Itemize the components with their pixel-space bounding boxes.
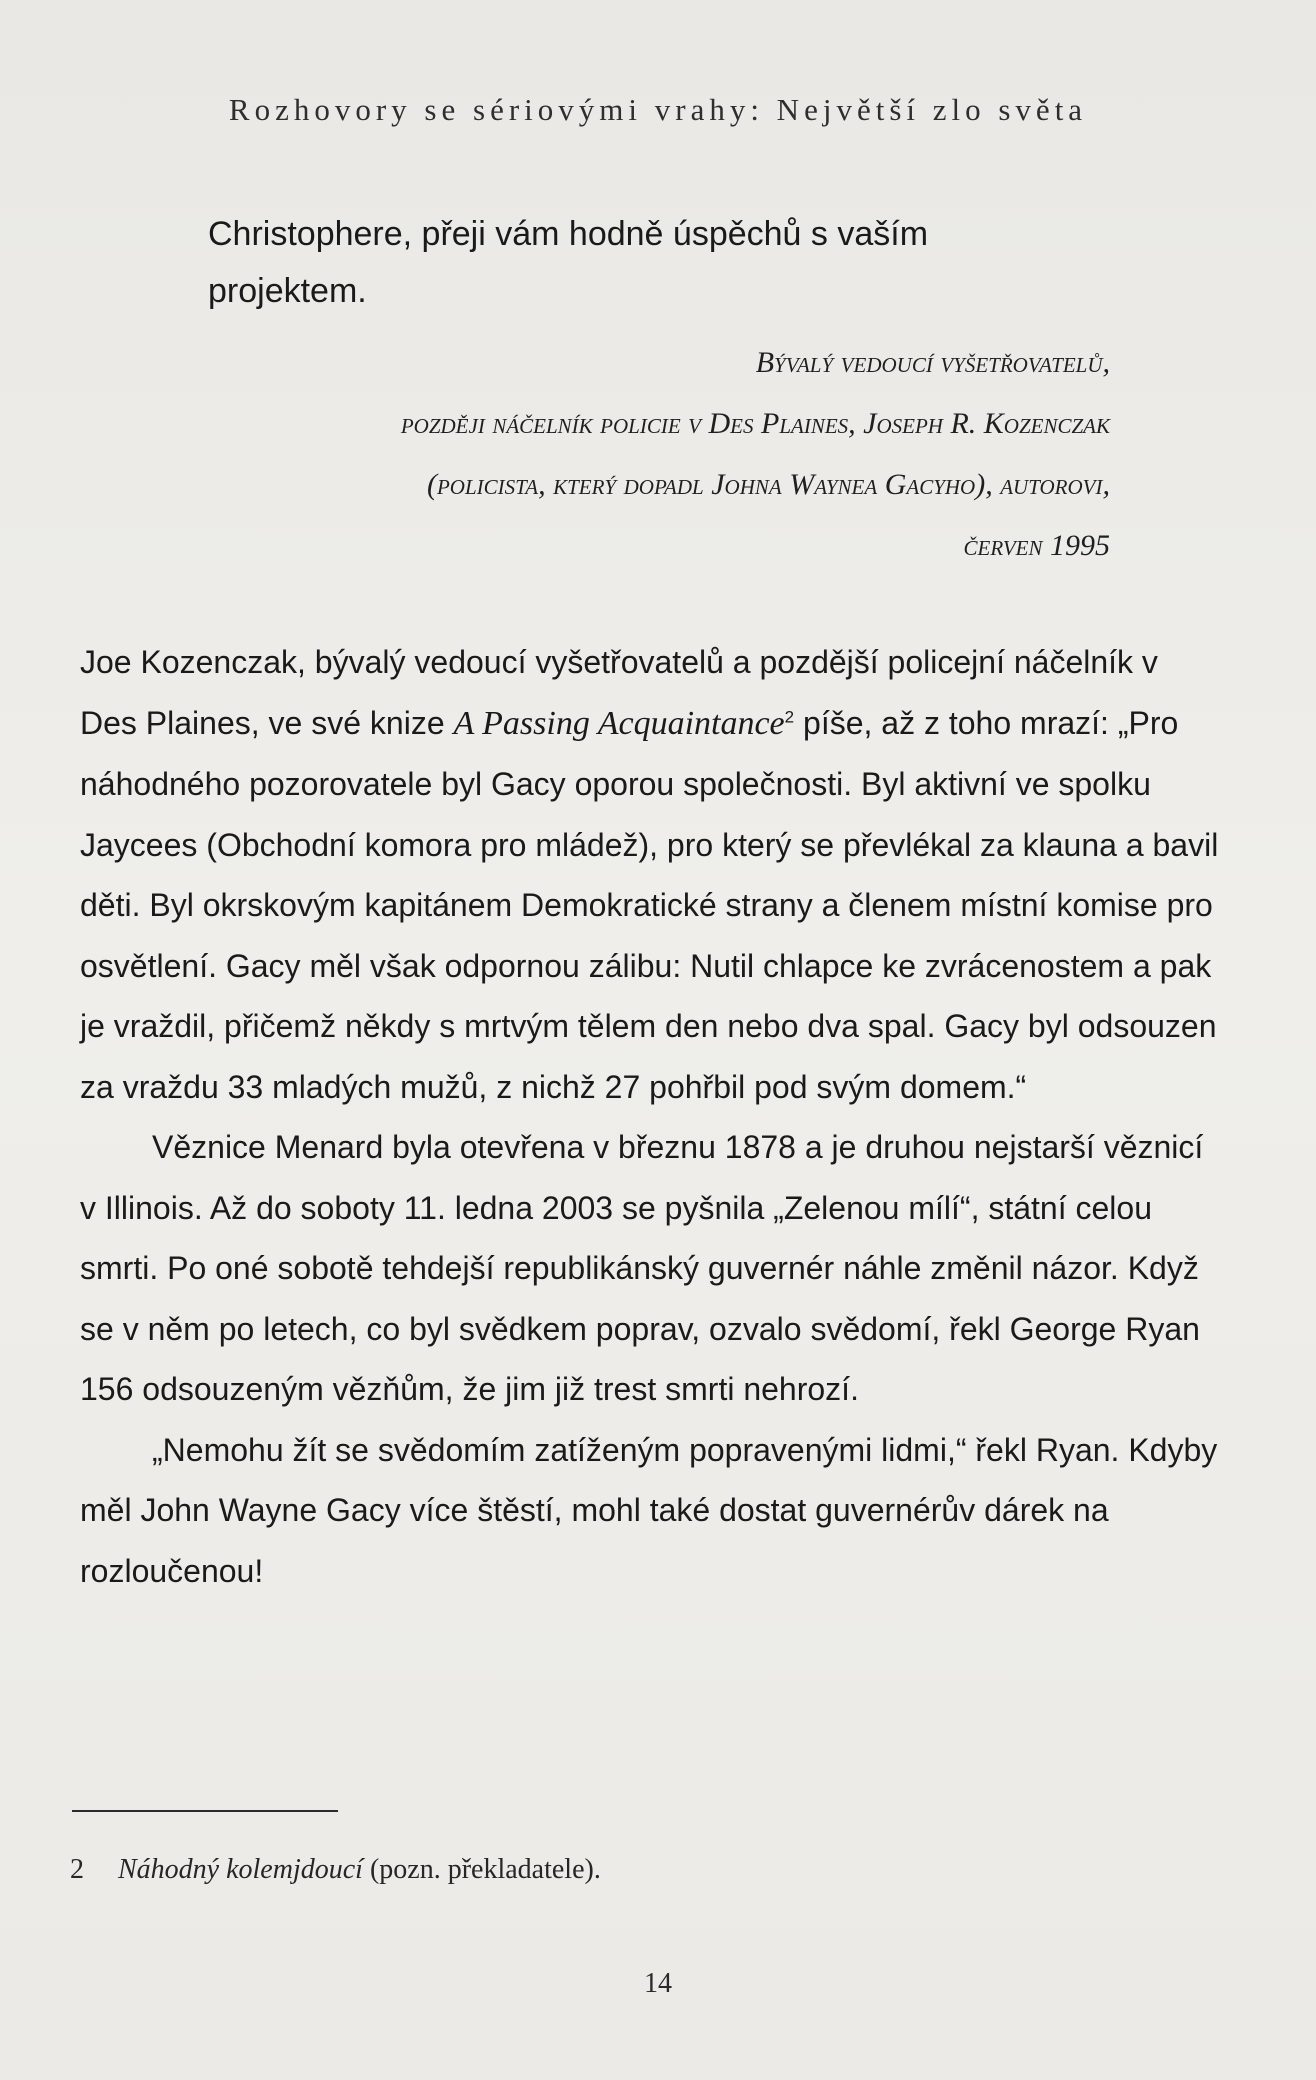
epigraph-quote bbox=[208, 206, 1108, 320]
attribution-line: později náčelník policie v Des Plaines, Joseph R. Kozenczak bbox=[400, 407, 1110, 440]
paragraph-text: Joe Kozenczak, bývalý vedoucí vyšetřovatelů a pozdější policejní náčelník v Des Plaines, ve své knize bbox=[80, 644, 1158, 741]
attribution-line: červen 1995 bbox=[963, 529, 1110, 562]
paragraph: Věznice Menard byla otevřena v březnu 1878 a je druhou nejstarší věznicí v Illinois. Až do soboty 11. ledna 2003 se pyšnila „Zelenou mílí“, státní celou smrti. Po oné sobotě tehdejší republikánský guvernér náhle změnil názor. Když se v něm po letech, co byl svědkem poprav, ozvalo svědomí, řekl George Ryan 156 odsouzeným vězňům, že jim již trest smrti nehrozí. bbox=[80, 1129, 1204, 1407]
footnote-number: 2 bbox=[70, 1854, 84, 1885]
body-text bbox=[80, 632, 1220, 1601]
footnote-divider bbox=[72, 1810, 338, 1812]
epigraph-attribution bbox=[210, 332, 1110, 576]
running-head: Rozhovory se sériovými vrahy: Největší zlo světa bbox=[228, 92, 1088, 127]
footnote bbox=[70, 1854, 1170, 1886]
footnote-reference[interactable]: 2 bbox=[784, 706, 795, 726]
paragraph: „Nemohu žít se svědomím zatíženým popravenými lidmi,“ řekl Ryan. Kdyby měl John Wayne Gacy více štěstí, mohl také dostat guvernérův dárek na rozloučenou! bbox=[80, 1431, 1218, 1589]
paragraph bbox=[80, 632, 1220, 1117]
epigraph-line: projektem. bbox=[208, 272, 367, 310]
page-number: 14 bbox=[644, 1968, 672, 1999]
attribution-line: Bývalý vedoucí vyšetřovatelů, bbox=[755, 346, 1110, 379]
epigraph-line: Christophere, přeji vám hodně úspěchů s vaším bbox=[208, 215, 929, 253]
footnote-italic: Náhodný kolemjdoucí bbox=[118, 1854, 363, 1885]
paragraph-text: píše, až z toho mrazí: „Pro náhodného pozorovatele byl Gacy oporou společnosti. Byl aktivní ve spolku Jaycees (Obchodní komora pro mládež), pro který se převlékal za klauna a bavil děti. Byl okrskovým kapitánem Demokratické strany a členem místní komise pro osvětlení. Gacy měl však odpornou zálibu: Nutil chlapce ke zvrácenostem a pak je vraždil, přičemž někdy s mrtvým tělem den nebo dva spal. Gacy byl odsouzen za vraždu 33 mladých mužů, z nichž 27 pohřbil pod svým domem.“ bbox=[80, 704, 1219, 1105]
book-title: A Passing Acquaintance bbox=[453, 704, 785, 742]
attribution-line: (policista, který dopadl Johna Waynea Gacyho), autorovi, bbox=[426, 468, 1110, 501]
footnote-text: (pozn. překladatele). bbox=[362, 1854, 601, 1885]
